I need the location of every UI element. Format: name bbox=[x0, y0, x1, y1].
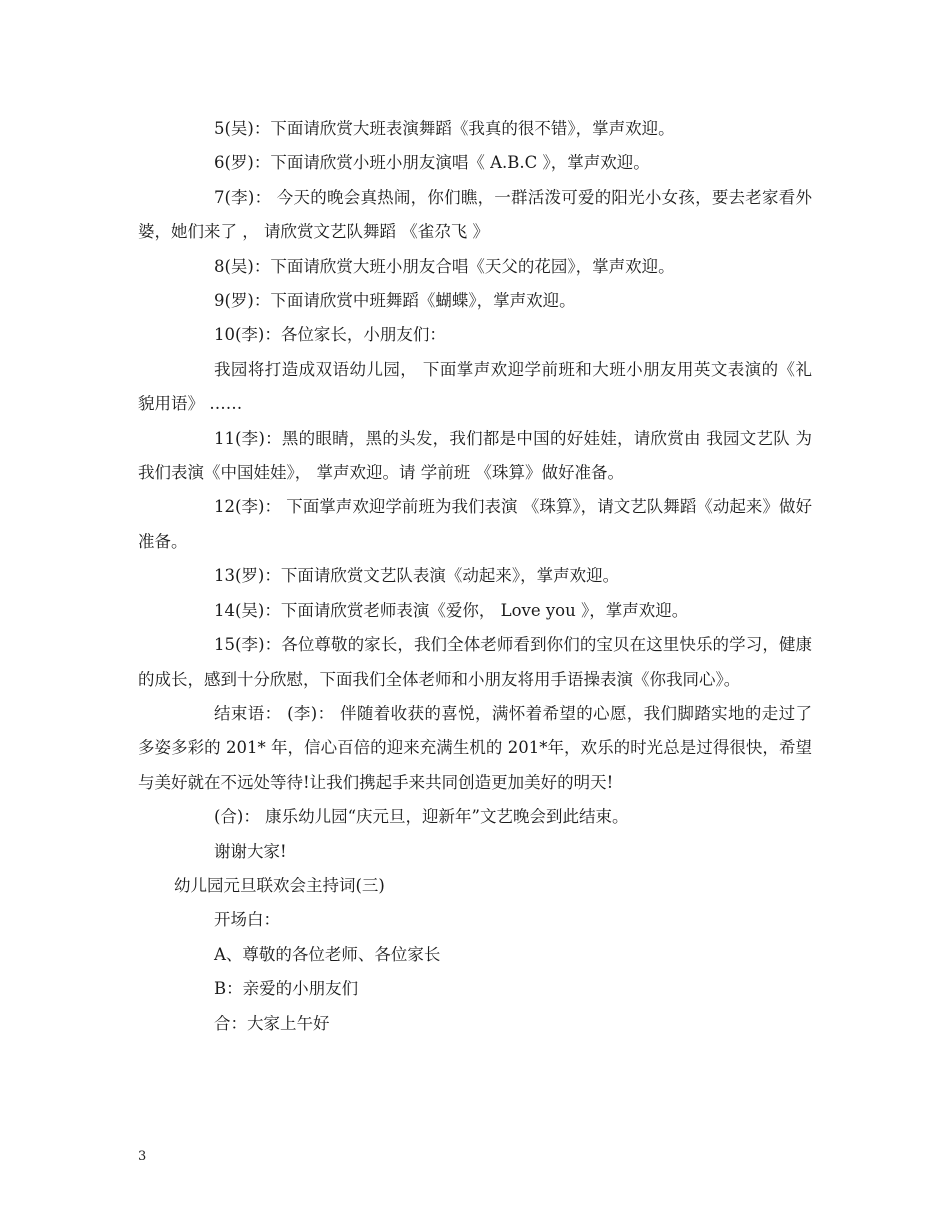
paragraph-program-8: 8(吴)：下面请欣赏大班小朋友合唱《天父的花园》，掌声欢迎。 bbox=[214, 256, 675, 276]
paragraph-bilingual-intro: 我园将打造成双语幼儿园， 下面掌声欢迎学前班和大班小朋友用英文表演的《礼貌用语》 …… bbox=[138, 359, 812, 414]
paragraph-opening-b: B：亲爱的小朋友们 bbox=[214, 979, 359, 999]
section-title: 幼儿园元旦联欢会主持词(三) bbox=[174, 875, 385, 895]
paragraph-program-9: 9(罗)：下面请欣赏中班舞蹈《蝴蝶》，掌声欢迎。 bbox=[214, 291, 576, 311]
paragraph-program-7: 7(李)： 今天的晚会真热闹，你们瞧，一群活泼可爱的阳光小女孩，要去老家看外婆，她们来了 ， 请欣赏文艺队舞蹈 《雀尕飞 》 bbox=[138, 187, 812, 242]
paragraph-program-11: 11(李)：黑的眼睛，黑的头发，我们都是中国的好娃娃，请欣赏由 我园文艺队 为我们表演《中国娃娃》， 掌声欢迎。请 学前班 《珠算》做好准备。 bbox=[138, 428, 812, 483]
paragraph-opening-a: A、尊敬的各位老师、各位家长 bbox=[214, 944, 441, 964]
paragraph-program-15: 15(李)：各位尊敬的家长，我们全体老师看到你们的宝贝在这里快乐的学习，健康的成长，感到十分欣慰，下面我们全体老师和小朋友将用手语操表演《你我同心》。 bbox=[138, 635, 812, 689]
paragraph-closing-remarks: 结束语： (李)： 伴随着收获的喜悦，满怀着希望的心愿，我们脚踏实地的走过了多姿多彩的 201* 年，信心百倍的迎来充满生机的 201*年，欢乐的时光总是过得很快，希望与美好就在不远处等待!让我们携起手来共同创造更加美好的明天! bbox=[138, 703, 812, 792]
page-number: 3 bbox=[138, 1149, 147, 1164]
paragraph-program-10: 10(李)：各位家长，小朋友们： bbox=[214, 325, 446, 345]
paragraph-opening-label: 开场白： bbox=[214, 910, 280, 930]
paragraph-program-12: 12(李)： 下面掌声欢迎学前班为我们表演 《珠算》，请文艺队舞蹈《动起来》做好准备。 bbox=[138, 497, 812, 551]
paragraph-program-6: 6(罗)：下面请欣赏小班小朋友演唱《 A.B.C 》，掌声欢迎。 bbox=[214, 153, 650, 173]
paragraph-program-13: 13(罗)：下面请欣赏文艺队表演《动起来》，掌声欢迎。 bbox=[214, 566, 620, 586]
paragraph-program-5: 5(吴)：下面请欣赏大班表演舞蹈《我真的很不错》，掌声欢迎。 bbox=[214, 119, 675, 138]
paragraph-opening-together: 合：大家上午好 bbox=[214, 1013, 330, 1033]
paragraph-program-14: 14(吴)：下面请欣赏老师表演《爱你， Love you 》，掌声欢迎。 bbox=[214, 600, 689, 620]
document-body bbox=[138, 112, 812, 1041]
paragraph-closing-together: (合)： 康乐幼儿园“庆元旦，迎新年”文艺晚会到此结束。 bbox=[214, 807, 629, 827]
paragraph-thanks: 谢谢大家! bbox=[214, 841, 287, 861]
